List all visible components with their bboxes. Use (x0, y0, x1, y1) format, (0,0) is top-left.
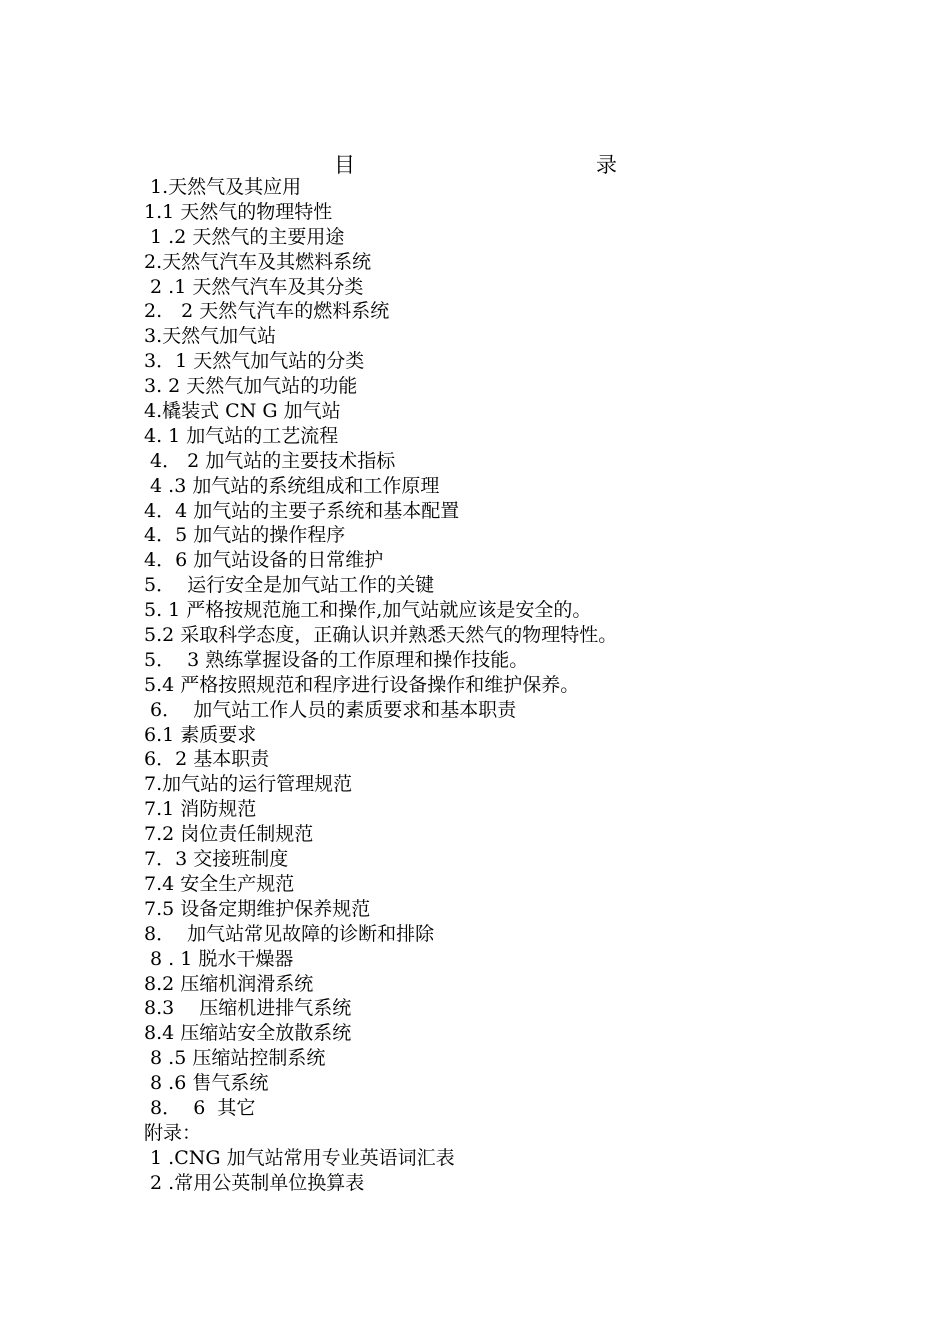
toc-entry: 8． 6 其它 (144, 1096, 256, 1119)
toc-entry: 1.1 天然气的物理特性 (144, 200, 333, 223)
toc-entry: 4．6 加气站设备的日常维护 (144, 549, 384, 572)
toc-entry: 5.4 严格按照规范和程序进行设备操作和维护保养。 (144, 673, 580, 696)
toc-entry: 8 .6 售气系统 (144, 1072, 269, 1095)
toc-entry: 7.5 设备定期维护保养规范 (144, 897, 371, 920)
toc-entry: 6.1 素质要求 (144, 723, 257, 746)
toc-entry: 7．3 交接班制度 (144, 848, 289, 871)
toc-entry: 2 .常用公英制单位换算表 (144, 1171, 365, 1194)
toc-entry: 4．4 加气站的主要子系统和基本配置 (144, 499, 460, 522)
toc-entry: 4 .3 加气站的系统组成和工作原理 (144, 474, 440, 497)
toc-entry: 2. 2 天然气汽车的燃料系统 (144, 300, 390, 323)
toc-entry: 5． 3 熟练掌握设备的工作原理和操作技能。 (144, 648, 529, 671)
toc-entry: 4．5 加气站的操作程序 (144, 524, 346, 547)
toc-entry: 2 .1 天然气汽车及其分类 (144, 275, 364, 298)
table-of-contents (144, 175, 864, 1196)
toc-entry: 8 . 1 脱水干燥器 (144, 947, 294, 970)
toc-entry: 6． 加气站工作人员的素质要求和基本职责 (144, 698, 517, 721)
toc-entry: 4. 1 加气站的工艺流程 (144, 424, 339, 447)
toc-entry: 7.加气站的运行管理规范 (144, 773, 353, 796)
toc-entry: 1.天然气及其应用 (144, 176, 302, 198)
toc-entry: 3．1 天然气加气站的分类 (144, 350, 365, 373)
toc-entry: 5. 1 严格按规范施工和操作,加气站就应该是安全的。 (144, 599, 592, 622)
toc-entry: 5.2 采取科学态度，正确认识并熟悉天然气的物理特性。 (144, 624, 618, 647)
toc-entry: 8.2 压缩机润滑系统 (144, 972, 314, 995)
toc-entry: 2.天然气汽车及其燃料系统 (144, 250, 372, 273)
toc-entry: 5． 运行安全是加气站工作的关键 (144, 574, 435, 597)
toc-entry: 1 .2 天然气的主要用途 (144, 225, 345, 248)
toc-entry: 3.天然气加气站 (144, 325, 277, 348)
toc-entry: 7.2 岗位责任制规范 (144, 823, 314, 846)
toc-entry: 3. 2 天然气加气站的功能 (144, 375, 358, 398)
toc-entry: 附录： (144, 1121, 202, 1144)
toc-title (0, 149, 950, 175)
toc-entry: 6．2 基本职责 (144, 748, 270, 771)
toc-entry: 8.3 压缩机进排气系统 (144, 997, 352, 1020)
toc-entry: 1 .CNG 加气站常用专业英语词汇表 (144, 1146, 455, 1169)
toc-entry: 8． 加气站常见故障的诊断和排除 (144, 922, 435, 945)
toc-entry: 7.4 安全生产规范 (144, 872, 295, 895)
toc-entry: 8 .5 压缩站控制系统 (144, 1047, 326, 1070)
toc-entry: 4.橇装式 CN G 加气站 (144, 400, 341, 423)
toc-entry: 8.4 压缩站安全放散系统 (144, 1022, 352, 1045)
toc-entry: 4． 2 加气站的主要技术指标 (144, 449, 396, 472)
toc-title-left: 目 (334, 153, 355, 177)
toc-entry: 7.1 消防规范 (144, 798, 257, 821)
toc-title-right: 录 (596, 153, 617, 177)
